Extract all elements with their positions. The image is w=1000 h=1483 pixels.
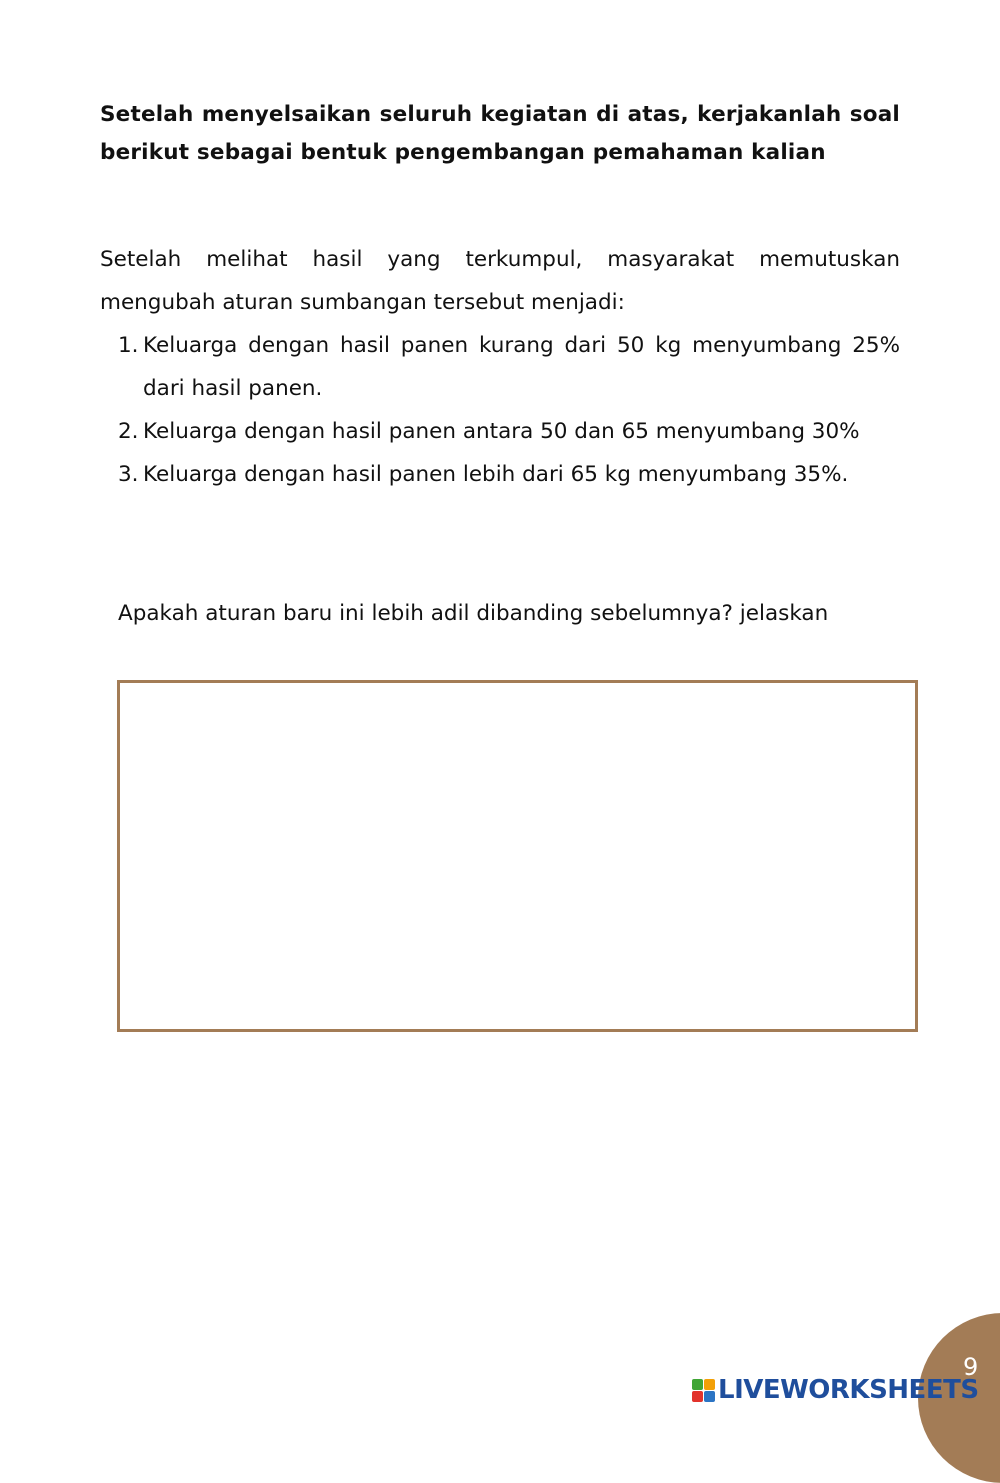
intro-paragraph: Setelah melihat hasil yang terkumpul, masyarakat memutuskan mengubah aturan sumbangan tersebut menjadi:: [100, 247, 900, 315]
logo-tile: [704, 1391, 715, 1402]
rule-item: [100, 453, 900, 496]
rule-text: Keluarga dengan hasil panen antara 50 dan 65 menyumbang 30%: [143, 419, 860, 444]
logo-tile: [692, 1379, 703, 1390]
rule-number: 2.: [118, 419, 139, 444]
liveworksheets-watermark: [692, 1374, 979, 1406]
rules-list: [100, 324, 900, 496]
rule-text: Keluarga dengan hasil panen lebih dari 65 kg menyumbang 35%.: [143, 462, 849, 487]
rule-text: Keluarga dengan hasil panen kurang dari 50 kg menyumbang 25% dari hasil panen.: [143, 333, 900, 401]
logo-tile: [704, 1379, 715, 1390]
rule-item: [100, 410, 900, 453]
watermark-text: LIVEWORKSHEETS: [718, 1375, 979, 1405]
question-text: Apakah aturan baru ini lebih adil dibanding sebelumnya? jelaskan: [118, 601, 829, 626]
logo-tile: [692, 1391, 703, 1402]
rule-number: 1.: [118, 333, 139, 358]
answer-text-box[interactable]: [117, 680, 918, 1032]
liveworksheets-logo-icon: [692, 1379, 715, 1402]
rule-number: 3.: [118, 462, 139, 487]
instruction-heading: Setelah menyelsaikan seluruh kegiatan di atas, kerjakanlah soal berikut sebagai bentuk pengembangan pemahaman kalian: [100, 102, 900, 165]
rule-item: [100, 324, 900, 410]
page-number: 9: [963, 1353, 979, 1381]
